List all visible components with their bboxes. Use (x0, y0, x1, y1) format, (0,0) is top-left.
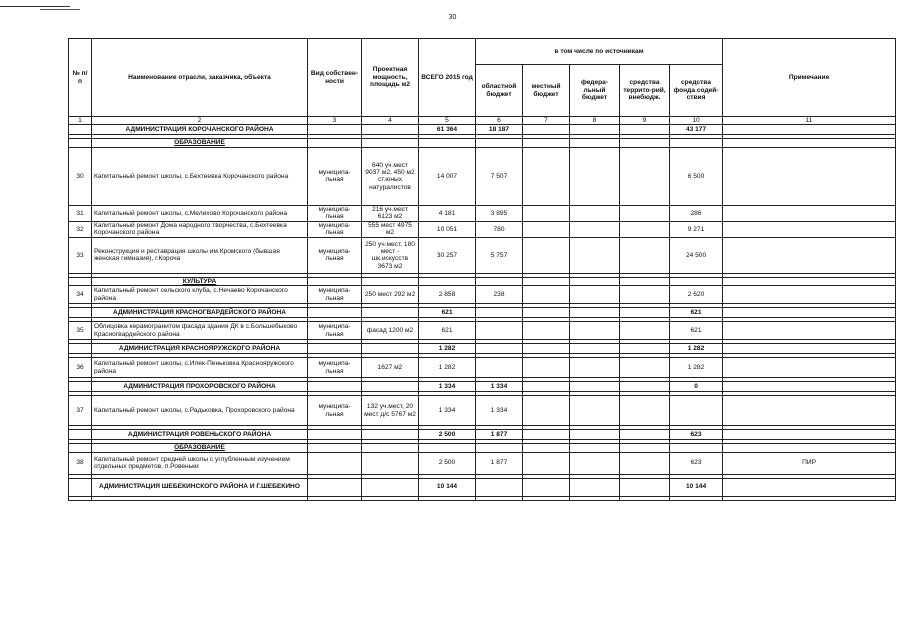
total: 14 007 (419, 147, 476, 205)
total: 10 144 (419, 478, 476, 496)
header-num: № п/п (69, 39, 92, 117)
administration-row (69, 430, 896, 440)
capacity: 1627 м2 (362, 358, 419, 378)
federal-budget (570, 286, 620, 304)
empty-cell (308, 139, 362, 147)
object-name: Капитальный ремонт сельского клуба, с.Нечаево Корочанского района (92, 286, 308, 304)
header-name: Наименование отрасли, заказчика, объекта (92, 39, 308, 117)
federal-budget (570, 478, 620, 496)
object-name: Капитальный ремонт Дома народного творчества, с.Бехтеевка Корочанского района (92, 221, 308, 237)
regional-budget: 1 877 (476, 452, 523, 474)
empty-cell (69, 496, 92, 500)
note (723, 358, 896, 378)
federal-budget (570, 221, 620, 237)
assistance-fund: 2 620 (670, 286, 723, 304)
ownership: муниципа-льная (308, 286, 362, 304)
total: 2 500 (419, 452, 476, 474)
spacer-row (69, 496, 896, 500)
capacity (362, 308, 419, 318)
capacity: 555 мест 4975 м2 (362, 221, 419, 237)
capacity: 250 уч.мест, 180 мест - шк.искусств 3673 м2 (362, 237, 419, 273)
ownership: муниципа-льная (308, 237, 362, 273)
empty-cell (570, 139, 620, 147)
local-budget (523, 286, 570, 304)
regional-budget: 238 (476, 286, 523, 304)
territorial-funds (620, 322, 670, 340)
row-number: 36 (69, 358, 92, 378)
local-budget (523, 205, 570, 221)
header-fund: средства фонда содей-ствия (670, 65, 723, 117)
note (723, 344, 896, 354)
capacity (362, 430, 419, 440)
ownership: муниципа-льная (308, 358, 362, 378)
table-row (69, 205, 896, 221)
capacity (362, 382, 419, 392)
empty-cell (620, 139, 670, 147)
empty-cell (69, 444, 92, 452)
ownership: муниципа-льная (308, 205, 362, 221)
col-number: 3 (308, 117, 362, 125)
row-number (69, 430, 92, 440)
empty-cell (69, 139, 92, 147)
assistance-fund (670, 396, 723, 426)
empty-cell (523, 496, 570, 500)
regional-budget (476, 358, 523, 378)
col-number: 1 (69, 117, 92, 125)
total: 1 282 (419, 344, 476, 354)
local-budget (523, 452, 570, 474)
header-federal: федера-льный бюджет (570, 65, 620, 117)
assistance-fund: 621 (670, 322, 723, 340)
object-name: Капитальный ремонт школы, с.Илек-Пеньковка Краснояружского района (92, 358, 308, 378)
empty-cell (308, 277, 362, 285)
ownership: муниципа-льная (308, 147, 362, 205)
row-number (69, 308, 92, 318)
territorial-funds (620, 478, 670, 496)
note (723, 237, 896, 273)
assistance-fund: 43 177 (670, 125, 723, 135)
empty-cell (476, 139, 523, 147)
empty-cell (670, 277, 723, 285)
note (723, 286, 896, 304)
regional-budget: 1 877 (476, 430, 523, 440)
object-name: Капитальный ремонт средней школы с углубленным изучением отдельных предметов, п.Ровеньки (92, 452, 308, 474)
empty-cell (362, 139, 419, 147)
empty-cell (523, 277, 570, 285)
table-row (69, 396, 896, 426)
local-budget (523, 344, 570, 354)
header-regional: областной бюджет (476, 65, 523, 117)
capacity: 640 уч.мест 9037 м2, 450 м2 ст.юных натуралистов (362, 147, 419, 205)
row-number: 38 (69, 452, 92, 474)
regional-budget: 3 895 (476, 205, 523, 221)
territorial-funds (620, 147, 670, 205)
regional-budget: 1 334 (476, 382, 523, 392)
section-title: ОБРАЗОВАНИЕ (92, 444, 308, 452)
administration-name: АДМИНИСТРАЦИЯ КРАСНОГВАРДЕЙСКОГО РАЙОНА (92, 308, 308, 318)
section-row (69, 139, 896, 147)
empty-cell (723, 139, 896, 147)
col-number: 6 (476, 117, 523, 125)
federal-budget (570, 125, 620, 135)
investment-table (68, 38, 896, 501)
header-note: Примечание (723, 39, 896, 117)
empty-cell (723, 496, 896, 500)
territorial-funds (620, 308, 670, 318)
col-number: 2 (92, 117, 308, 125)
administration-name: АДМИНИСТРАЦИЯ КРАСНОЯРУЖСКОГО РАЙОНА (92, 344, 308, 354)
capacity: 216 уч.мест 6123 м2 (362, 205, 419, 221)
empty-cell (723, 444, 896, 452)
row-number: 33 (69, 237, 92, 273)
federal-budget (570, 147, 620, 205)
page-number: 30 (448, 14, 457, 21)
local-budget (523, 308, 570, 318)
empty-cell (620, 444, 670, 452)
federal-budget (570, 452, 620, 474)
ownership (308, 125, 362, 135)
ownership: муниципа-льная (308, 221, 362, 237)
col-number: 9 (620, 117, 670, 125)
local-budget (523, 322, 570, 340)
header-total: ВСЕГО 2015 год (419, 39, 476, 117)
capacity: фасад 1200 м2 (362, 322, 419, 340)
territorial-funds (620, 221, 670, 237)
empty-cell (670, 139, 723, 147)
header-ownership: Вид собствен-ности (308, 39, 362, 117)
federal-budget (570, 430, 620, 440)
col-number: 11 (723, 117, 896, 125)
local-budget (523, 221, 570, 237)
administration-name: АДМИНИСТРАЦИЯ КОРОЧАНСКОГО РАЙОНА (92, 125, 308, 135)
territorial-funds (620, 286, 670, 304)
regional-budget: 18 187 (476, 125, 523, 135)
row-number (69, 382, 92, 392)
empty-cell (476, 496, 523, 500)
total: 621 (419, 308, 476, 318)
total: 61 364 (419, 125, 476, 135)
administration-name: АДМИНИСТРАЦИЯ ШЕБЕКИНСКОГО РАЙОНА И Г.ШЕБЕКИНО (92, 478, 308, 496)
note (723, 430, 896, 440)
header-sources-group: в том числе по источникам (476, 39, 723, 65)
territorial-funds (620, 237, 670, 273)
header-capacity: Проектная мощность, площадь м2 (362, 39, 419, 117)
row-number: 35 (69, 322, 92, 340)
regional-budget: 1 334 (476, 396, 523, 426)
assistance-fund: 623 (670, 430, 723, 440)
note (723, 125, 896, 135)
table-row (69, 358, 896, 378)
local-budget (523, 125, 570, 135)
row-number: 32 (69, 221, 92, 237)
assistance-fund: 1 282 (670, 358, 723, 378)
administration-row (69, 478, 896, 496)
note (723, 382, 896, 392)
col-number: 10 (670, 117, 723, 125)
federal-budget (570, 308, 620, 318)
ownership: муниципа-льная (308, 322, 362, 340)
territorial-funds (620, 396, 670, 426)
row-number: 30 (69, 147, 92, 205)
empty-cell (670, 444, 723, 452)
empty-cell (362, 496, 419, 500)
note (723, 396, 896, 426)
administration-row (69, 125, 896, 135)
col-number: 8 (570, 117, 620, 125)
table-row (69, 286, 896, 304)
total: 10 051 (419, 221, 476, 237)
note (723, 205, 896, 221)
object-name: Облицовка керамогранитом фасада здания ДК в с.Большебыково Красногвардейского района (92, 322, 308, 340)
empty-cell (419, 277, 476, 285)
section-title: КУЛЬТУРА (92, 277, 308, 285)
local-budget (523, 382, 570, 392)
empty-cell (476, 277, 523, 285)
total: 1 334 (419, 396, 476, 426)
capacity (362, 478, 419, 496)
assistance-fund: 24 500 (670, 237, 723, 273)
assistance-fund: 9 271 (670, 221, 723, 237)
total: 621 (419, 322, 476, 340)
administration-row (69, 382, 896, 392)
capacity (362, 452, 419, 474)
empty-cell (308, 444, 362, 452)
administration-row (69, 308, 896, 318)
empty-cell (670, 496, 723, 500)
regional-budget: 780 (476, 221, 523, 237)
federal-budget (570, 344, 620, 354)
column-number-row (69, 117, 896, 125)
territorial-funds (620, 125, 670, 135)
empty-cell (92, 496, 308, 500)
header-territorial: средства террито-рий, внебюдж. (620, 65, 670, 117)
empty-cell (620, 496, 670, 500)
regional-budget (476, 322, 523, 340)
table-row (69, 452, 896, 474)
assistance-fund: 286 (670, 205, 723, 221)
federal-budget (570, 358, 620, 378)
ownership (308, 344, 362, 354)
table-row (69, 147, 896, 205)
table-row (69, 221, 896, 237)
assistance-fund: 10 144 (670, 478, 723, 496)
scan-mark (40, 9, 80, 10)
territorial-funds (620, 382, 670, 392)
total: 2 858 (419, 286, 476, 304)
empty-cell (419, 444, 476, 452)
assistance-fund: 623 (670, 452, 723, 474)
empty-cell (419, 496, 476, 500)
regional-budget (476, 344, 523, 354)
header-local: местный бюджет (523, 65, 570, 117)
row-number (69, 478, 92, 496)
note (723, 221, 896, 237)
ownership (308, 452, 362, 474)
assistance-fund: 6 500 (670, 147, 723, 205)
empty-cell (362, 444, 419, 452)
col-number: 5 (419, 117, 476, 125)
total: 1 282 (419, 358, 476, 378)
capacity (362, 125, 419, 135)
regional-budget: 7 507 (476, 147, 523, 205)
section-title: ОБРАЗОВАНИЕ (92, 139, 308, 147)
local-budget (523, 358, 570, 378)
local-budget (523, 147, 570, 205)
federal-budget (570, 322, 620, 340)
row-number: 34 (69, 286, 92, 304)
empty-cell (362, 277, 419, 285)
row-number (69, 344, 92, 354)
object-name: Капитальный ремонт школы, с.Бехтеевка Корочанского района (92, 147, 308, 205)
ownership (308, 478, 362, 496)
empty-cell (523, 444, 570, 452)
territorial-funds (620, 205, 670, 221)
note: ПИР (723, 452, 896, 474)
empty-cell (570, 277, 620, 285)
total: 30 257 (419, 237, 476, 273)
capacity: 132 уч.мест, 20 мест д/с 5767 м2 (362, 396, 419, 426)
local-budget (523, 237, 570, 273)
section-row (69, 277, 896, 285)
capacity (362, 344, 419, 354)
object-name: Капитальный ремонт школы, с.Мелихово Корочанского района (92, 205, 308, 221)
note (723, 322, 896, 340)
regional-budget (476, 308, 523, 318)
row-number: 37 (69, 396, 92, 426)
note (723, 308, 896, 318)
note (723, 478, 896, 496)
empty-cell (476, 444, 523, 452)
federal-budget (570, 382, 620, 392)
assistance-fund: 621 (670, 308, 723, 318)
empty-cell (523, 139, 570, 147)
empty-cell (570, 496, 620, 500)
section-row (69, 444, 896, 452)
ownership (308, 308, 362, 318)
empty-cell (723, 277, 896, 285)
table-body (69, 125, 896, 500)
total: 2 500 (419, 430, 476, 440)
empty-cell (69, 277, 92, 285)
territorial-funds (620, 430, 670, 440)
assistance-fund: 0 (670, 382, 723, 392)
row-number: 31 (69, 205, 92, 221)
regional-budget (476, 478, 523, 496)
capacity: 250 мест 292 м2 (362, 286, 419, 304)
federal-budget (570, 237, 620, 273)
assistance-fund: 1 282 (670, 344, 723, 354)
ownership (308, 382, 362, 392)
object-name: Капитальный ремонт школы, с.Радьковка, Прохоровского района (92, 396, 308, 426)
table-row (69, 322, 896, 340)
total: 4 181 (419, 205, 476, 221)
total: 1 334 (419, 382, 476, 392)
empty-cell (308, 496, 362, 500)
col-number: 4 (362, 117, 419, 125)
empty-cell (419, 139, 476, 147)
empty-cell (570, 444, 620, 452)
territorial-funds (620, 344, 670, 354)
local-budget (523, 478, 570, 496)
regional-budget: 5 757 (476, 237, 523, 273)
administration-name: АДМИНИСТРАЦИЯ РОВЕНЬСКОГО РАЙОНА (92, 430, 308, 440)
federal-budget (570, 396, 620, 426)
empty-cell (620, 277, 670, 285)
object-name: Реконструкция и реставрация школы им.Кромского (бывшая женская гимназия), г.Короча (92, 237, 308, 273)
row-number (69, 125, 92, 135)
federal-budget (570, 205, 620, 221)
scan-mark (0, 6, 70, 7)
col-number: 7 (523, 117, 570, 125)
ownership (308, 430, 362, 440)
local-budget (523, 430, 570, 440)
table-row (69, 237, 896, 273)
territorial-funds (620, 452, 670, 474)
local-budget (523, 396, 570, 426)
ownership: муниципа-льная (308, 396, 362, 426)
administration-row (69, 344, 896, 354)
territorial-funds (620, 358, 670, 378)
note (723, 147, 896, 205)
administration-name: АДМИНИСТРАЦИЯ ПРОХОРОВСКОГО РАЙОНА (92, 382, 308, 392)
